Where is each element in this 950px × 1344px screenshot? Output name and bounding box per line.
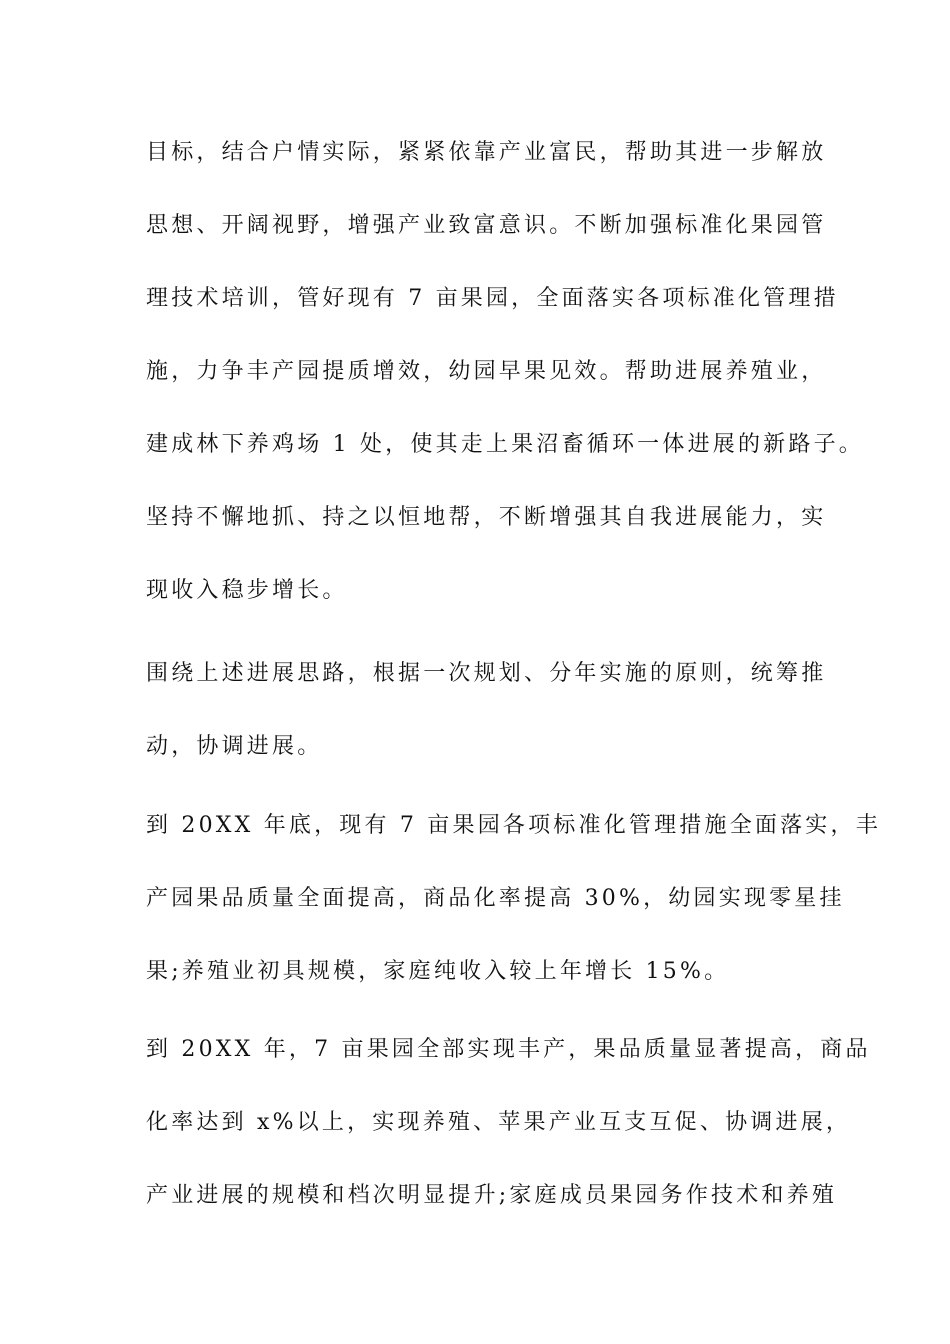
text-line: 产园果品质量全面提高，商品化率提高 30%，幼园实现零星挂	[146, 886, 845, 911]
text-line: 现收入稳步增长。	[146, 578, 348, 603]
text-line: 坚持不懈地抓、持之以恒地帮，不断增强其自我进展能力，实	[146, 505, 827, 530]
text-line: 目标，结合户情实际，紧紧依靠产业富民，帮助其进一步解放	[146, 140, 827, 165]
text-line: 理技术培训，管好现有 7 亩果园，全面落实各项标准化管理措	[146, 286, 839, 311]
text-line: 建成林下养鸡场 1 处，使其走上果沼畜循环一体进展的新路子。	[146, 432, 864, 457]
text-line: 化率达到 x%以上，实现养殖、苹果产业互支互促、协调进展，	[146, 1110, 852, 1135]
text-line: 思想、开阔视野，增强产业致富意识。不断加强标准化果园管	[146, 213, 827, 238]
text-line: 围绕上述进展思路，根据一次规划、分年实施的原则，统筹推	[146, 661, 827, 686]
text-line: 动，协调进展。	[146, 734, 323, 759]
text-line: 果;养殖业初具规模，家庭纯收入较上年增长 15%。	[146, 959, 730, 984]
text-line: 到 20XX 年，7 亩果园全部实现丰产，果品质量显著提高，商品	[146, 1037, 871, 1062]
text-line: 到 20XX 年底，现有 7 亩果园各项标准化管理措施全面落实，丰	[146, 813, 881, 838]
text-line: 产业进展的规模和档次明显提升;家庭成员果园务作技术和养殖	[146, 1183, 838, 1208]
text-line: 施，力争丰产园提质增效，幼园早果见效。帮助进展养殖业，	[146, 359, 827, 384]
